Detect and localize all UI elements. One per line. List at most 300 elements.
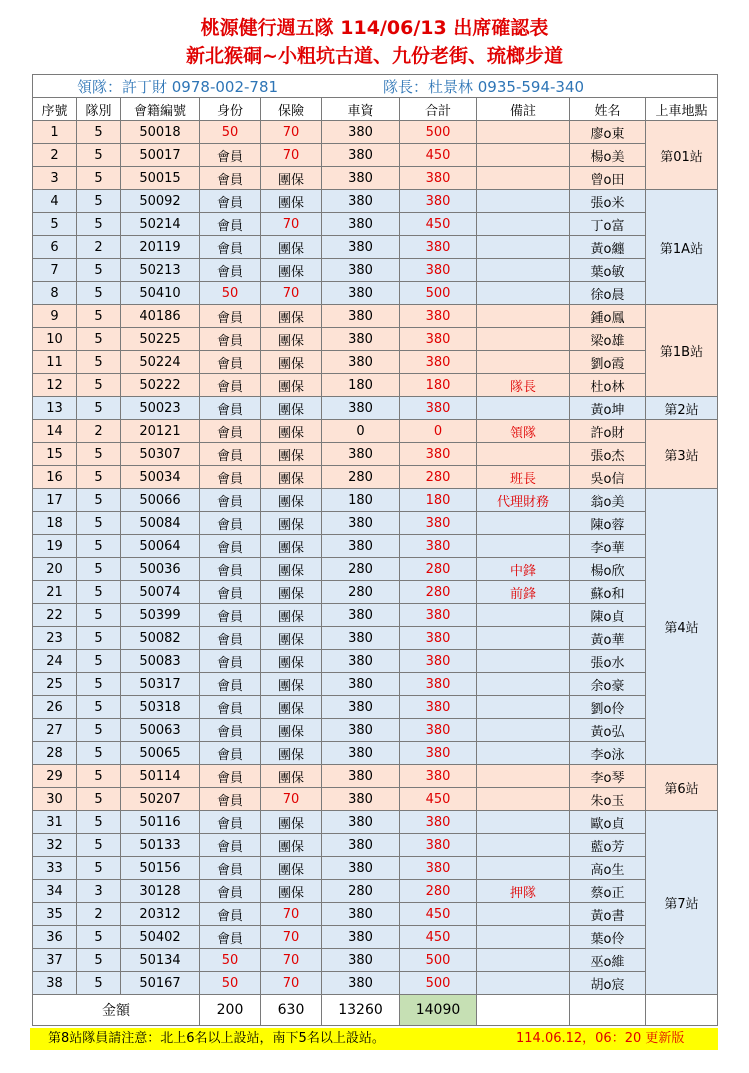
table-row — [33, 834, 718, 857]
table-row — [33, 236, 718, 259]
total: 380 — [400, 696, 477, 719]
remark — [477, 650, 570, 673]
remark — [477, 604, 570, 627]
fare: 380 — [322, 305, 400, 328]
team-number: 5 — [77, 834, 121, 857]
member-id: 50018 — [121, 121, 200, 144]
insurance: 團保 — [261, 328, 322, 351]
insurance: 團保 — [261, 765, 322, 788]
column-header: 姓名 — [570, 98, 646, 121]
total: 380 — [400, 719, 477, 742]
row-number: 20 — [33, 558, 77, 581]
row-number: 13 — [33, 397, 77, 420]
member-name: 楊o美 — [570, 144, 646, 167]
member-id: 50224 — [121, 351, 200, 374]
identity: 會員 — [200, 880, 261, 903]
total: 380 — [400, 650, 477, 673]
member-id: 50066 — [121, 489, 200, 512]
insurance: 團保 — [261, 236, 322, 259]
member-name: 楊o欣 — [570, 558, 646, 581]
header-row — [33, 98, 718, 121]
row-number: 7 — [33, 259, 77, 282]
member-name: 朱o玉 — [570, 788, 646, 811]
identity: 會員 — [200, 535, 261, 558]
table-row — [33, 581, 718, 604]
team-number: 5 — [77, 972, 121, 995]
team-number: 5 — [77, 627, 121, 650]
table-row — [33, 811, 718, 834]
insurance: 70 — [261, 949, 322, 972]
team-number: 5 — [77, 121, 121, 144]
remark — [477, 397, 570, 420]
row-number: 30 — [33, 788, 77, 811]
fare: 380 — [322, 765, 400, 788]
table-row — [33, 420, 718, 443]
member-name: 翁o美 — [570, 489, 646, 512]
table-row — [33, 949, 718, 972]
table-row — [33, 696, 718, 719]
total: 380 — [400, 351, 477, 374]
table-row — [33, 535, 718, 558]
total: 280 — [400, 558, 477, 581]
insurance: 團保 — [261, 190, 322, 213]
insurance: 團保 — [261, 880, 322, 903]
member-name: 吳o信 — [570, 466, 646, 489]
fare: 380 — [322, 213, 400, 236]
remark — [477, 696, 570, 719]
remark — [477, 719, 570, 742]
total: 500 — [400, 972, 477, 995]
fare: 380 — [322, 535, 400, 558]
fare: 180 — [322, 489, 400, 512]
row-number: 2 — [33, 144, 77, 167]
identity: 會員 — [200, 627, 261, 650]
member-name: 黃o弘 — [570, 719, 646, 742]
insurance: 團保 — [261, 627, 322, 650]
row-number: 23 — [33, 627, 77, 650]
boarding-station: 第3站 — [646, 420, 718, 489]
team-number: 5 — [77, 604, 121, 627]
total: 380 — [400, 167, 477, 190]
fare: 380 — [322, 788, 400, 811]
total: 380 — [400, 512, 477, 535]
total: 180 — [400, 374, 477, 397]
boarding-station: 第2站 — [646, 397, 718, 420]
member-id: 40186 — [121, 305, 200, 328]
totals-label: 金額 — [33, 995, 200, 1026]
insurance: 團保 — [261, 512, 322, 535]
insurance: 團保 — [261, 397, 322, 420]
identity: 會員 — [200, 926, 261, 949]
team-number: 2 — [77, 903, 121, 926]
member-id: 50036 — [121, 558, 200, 581]
remark: 押隊 — [477, 880, 570, 903]
identity: 會員 — [200, 259, 261, 282]
fare: 0 — [322, 420, 400, 443]
remark: 隊長 — [477, 374, 570, 397]
identity: 會員 — [200, 420, 261, 443]
member-name: 黃o纏 — [570, 236, 646, 259]
table-row — [33, 512, 718, 535]
identity: 會員 — [200, 696, 261, 719]
remark — [477, 627, 570, 650]
identity: 會員 — [200, 351, 261, 374]
identity: 會員 — [200, 305, 261, 328]
identity: 會員 — [200, 489, 261, 512]
remark — [477, 144, 570, 167]
fare: 380 — [322, 121, 400, 144]
member-id: 50318 — [121, 696, 200, 719]
identity: 會員 — [200, 374, 261, 397]
column-header: 車資 — [322, 98, 400, 121]
identity: 會員 — [200, 190, 261, 213]
boarding-station: 第1A站 — [646, 190, 718, 305]
remark — [477, 190, 570, 213]
team-number: 5 — [77, 926, 121, 949]
update-stamp: 114.06.12，06：20 更新版 — [516, 1031, 685, 1046]
total: 380 — [400, 834, 477, 857]
fare: 380 — [322, 282, 400, 305]
row-number: 10 — [33, 328, 77, 351]
member-id: 50023 — [121, 397, 200, 420]
member-name: 梁o雄 — [570, 328, 646, 351]
table-row — [33, 190, 718, 213]
identity: 會員 — [200, 903, 261, 926]
row-number: 22 — [33, 604, 77, 627]
insurance: 團保 — [261, 581, 322, 604]
boarding-station: 第6站 — [646, 765, 718, 811]
member-id: 30128 — [121, 880, 200, 903]
member-name: 藍o芳 — [570, 834, 646, 857]
row-number: 26 — [33, 696, 77, 719]
table-row — [33, 259, 718, 282]
identity: 會員 — [200, 834, 261, 857]
team-number: 5 — [77, 811, 121, 834]
remark — [477, 282, 570, 305]
row-number: 12 — [33, 374, 77, 397]
member-name: 黃o華 — [570, 627, 646, 650]
empty-cell — [477, 995, 570, 1026]
remark — [477, 305, 570, 328]
member-id: 50114 — [121, 765, 200, 788]
member-id: 20312 — [121, 903, 200, 926]
remark — [477, 443, 570, 466]
identity: 會員 — [200, 673, 261, 696]
insurance: 團保 — [261, 535, 322, 558]
remark — [477, 742, 570, 765]
total: 280 — [400, 880, 477, 903]
fare: 380 — [322, 328, 400, 351]
team-number: 5 — [77, 374, 121, 397]
table-row — [33, 742, 718, 765]
member-id: 50410 — [121, 282, 200, 305]
table-row — [33, 282, 718, 305]
member-name: 巫o維 — [570, 949, 646, 972]
member-id: 50116 — [121, 811, 200, 834]
row-number: 37 — [33, 949, 77, 972]
member-name: 劉o霞 — [570, 351, 646, 374]
table-row — [33, 903, 718, 926]
insurance: 團保 — [261, 604, 322, 627]
member-name: 陳o蓉 — [570, 512, 646, 535]
empty-cell — [646, 995, 718, 1026]
member-id: 50063 — [121, 719, 200, 742]
leader-info: 領隊：許丁財 0978-002-781 — [77, 77, 279, 96]
table-row — [33, 673, 718, 696]
grand-total: 14090 — [400, 995, 477, 1026]
total: 380 — [400, 604, 477, 627]
total: 450 — [400, 926, 477, 949]
total: 450 — [400, 788, 477, 811]
identity: 會員 — [200, 581, 261, 604]
insurance: 團保 — [261, 719, 322, 742]
row-number: 16 — [33, 466, 77, 489]
fare: 280 — [322, 880, 400, 903]
row-number: 32 — [33, 834, 77, 857]
fare: 380 — [322, 696, 400, 719]
boarding-station: 第7站 — [646, 811, 718, 995]
member-id: 50156 — [121, 857, 200, 880]
row-number: 6 — [33, 236, 77, 259]
table-row — [33, 604, 718, 627]
remark: 領隊 — [477, 420, 570, 443]
fare: 380 — [322, 236, 400, 259]
fare: 380 — [322, 604, 400, 627]
fare: 380 — [322, 397, 400, 420]
member-name: 胡o宸 — [570, 972, 646, 995]
total-identity: 200 — [200, 995, 261, 1026]
member-id: 50017 — [121, 144, 200, 167]
identity: 會員 — [200, 742, 261, 765]
row-number: 1 — [33, 121, 77, 144]
table-row — [33, 121, 718, 144]
member-name: 黃o書 — [570, 903, 646, 926]
member-name: 張o水 — [570, 650, 646, 673]
fare: 380 — [322, 351, 400, 374]
remark — [477, 535, 570, 558]
remark — [477, 972, 570, 995]
identity: 會員 — [200, 144, 261, 167]
total: 380 — [400, 811, 477, 834]
total: 380 — [400, 673, 477, 696]
team-number: 5 — [77, 305, 121, 328]
insurance: 團保 — [261, 420, 322, 443]
team-number: 2 — [77, 236, 121, 259]
row-number: 21 — [33, 581, 77, 604]
member-id: 50214 — [121, 213, 200, 236]
member-id: 50134 — [121, 949, 200, 972]
member-id: 50074 — [121, 581, 200, 604]
table-row — [33, 144, 718, 167]
total: 380 — [400, 259, 477, 282]
total: 380 — [400, 190, 477, 213]
team-number: 5 — [77, 719, 121, 742]
member-name: 鍾o鳳 — [570, 305, 646, 328]
table-row — [33, 926, 718, 949]
identity: 會員 — [200, 466, 261, 489]
fare: 380 — [322, 811, 400, 834]
remark — [477, 765, 570, 788]
insurance: 團保 — [261, 650, 322, 673]
row-number: 31 — [33, 811, 77, 834]
member-id: 20121 — [121, 420, 200, 443]
remark: 中鋒 — [477, 558, 570, 581]
row-number: 33 — [33, 857, 77, 880]
remark — [477, 788, 570, 811]
member-id: 50207 — [121, 788, 200, 811]
identity: 50 — [200, 972, 261, 995]
identity: 會員 — [200, 213, 261, 236]
total: 280 — [400, 466, 477, 489]
team-number: 5 — [77, 788, 121, 811]
fare: 380 — [322, 673, 400, 696]
team-number: 5 — [77, 466, 121, 489]
identity: 會員 — [200, 167, 261, 190]
remark — [477, 328, 570, 351]
member-name: 張o米 — [570, 190, 646, 213]
remark — [477, 121, 570, 144]
remark — [477, 811, 570, 834]
identity: 會員 — [200, 443, 261, 466]
member-id: 50167 — [121, 972, 200, 995]
member-name: 李o琴 — [570, 765, 646, 788]
remark — [477, 512, 570, 535]
identity: 會員 — [200, 328, 261, 351]
team-number: 5 — [77, 397, 121, 420]
total: 500 — [400, 282, 477, 305]
team-number: 5 — [77, 489, 121, 512]
member-name: 陳o貞 — [570, 604, 646, 627]
table-row — [33, 765, 718, 788]
row-number: 19 — [33, 535, 77, 558]
boarding-station: 第1B站 — [646, 305, 718, 397]
insurance: 團保 — [261, 489, 322, 512]
remark: 代理財務 — [477, 489, 570, 512]
table-row — [33, 719, 718, 742]
fare: 380 — [322, 857, 400, 880]
team-number: 5 — [77, 512, 121, 535]
team-number: 5 — [77, 190, 121, 213]
row-number: 8 — [33, 282, 77, 305]
identity: 50 — [200, 949, 261, 972]
identity: 會員 — [200, 604, 261, 627]
fare: 380 — [322, 144, 400, 167]
notice-text: 第8站隊員請注意：北上6名以上設站，南下5名以上設站。 — [48, 1031, 385, 1046]
page-title: 桃源健行週五隊 114/06/13 出席確認表 — [200, 17, 549, 39]
fare: 380 — [322, 972, 400, 995]
fare: 280 — [322, 558, 400, 581]
insurance: 團保 — [261, 374, 322, 397]
empty-cell — [570, 995, 646, 1026]
insurance: 團保 — [261, 466, 322, 489]
identity: 會員 — [200, 558, 261, 581]
member-id: 50083 — [121, 650, 200, 673]
fare: 380 — [322, 949, 400, 972]
team-number: 5 — [77, 535, 121, 558]
member-id: 50307 — [121, 443, 200, 466]
member-name: 李o華 — [570, 535, 646, 558]
total: 450 — [400, 144, 477, 167]
leaders-row — [33, 75, 718, 98]
fare: 380 — [322, 259, 400, 282]
column-header: 備註 — [477, 98, 570, 121]
total: 450 — [400, 903, 477, 926]
row-number: 4 — [33, 190, 77, 213]
table-row — [33, 558, 718, 581]
team-number: 5 — [77, 696, 121, 719]
insurance: 70 — [261, 903, 322, 926]
team-number: 5 — [77, 581, 121, 604]
row-number: 17 — [33, 489, 77, 512]
identity: 會員 — [200, 650, 261, 673]
column-header: 合計 — [400, 98, 477, 121]
member-id: 50317 — [121, 673, 200, 696]
insurance: 團保 — [261, 811, 322, 834]
total: 380 — [400, 328, 477, 351]
member-name: 張o杰 — [570, 443, 646, 466]
member-id: 50222 — [121, 374, 200, 397]
table-row — [33, 213, 718, 236]
fare: 280 — [322, 466, 400, 489]
boarding-station: 第4站 — [646, 489, 718, 765]
remark — [477, 903, 570, 926]
table-row — [33, 167, 718, 190]
insurance: 團保 — [261, 673, 322, 696]
member-id: 50092 — [121, 190, 200, 213]
row-number: 18 — [33, 512, 77, 535]
table-row — [33, 650, 718, 673]
team-number: 5 — [77, 282, 121, 305]
identity: 會員 — [200, 719, 261, 742]
member-id: 20119 — [121, 236, 200, 259]
table-row — [33, 857, 718, 880]
insurance: 團保 — [261, 443, 322, 466]
identity: 會員 — [200, 765, 261, 788]
total: 280 — [400, 581, 477, 604]
member-name: 余o豪 — [570, 673, 646, 696]
member-id: 50082 — [121, 627, 200, 650]
remark — [477, 673, 570, 696]
total: 380 — [400, 236, 477, 259]
member-id: 50225 — [121, 328, 200, 351]
table-row — [33, 627, 718, 650]
remark — [477, 351, 570, 374]
totals-row — [33, 995, 718, 1026]
total: 380 — [400, 857, 477, 880]
table-row — [33, 328, 718, 351]
remark — [477, 857, 570, 880]
captain-info: 隊長：杜景林 0935-594-340 — [383, 77, 585, 96]
member-id: 50402 — [121, 926, 200, 949]
total: 380 — [400, 443, 477, 466]
notice-bar — [30, 1028, 718, 1050]
member-name: 曾o田 — [570, 167, 646, 190]
member-name: 杜o林 — [570, 374, 646, 397]
member-name: 歐o貞 — [570, 811, 646, 834]
remark: 班長 — [477, 466, 570, 489]
member-id: 50133 — [121, 834, 200, 857]
team-number: 5 — [77, 650, 121, 673]
team-number: 5 — [77, 351, 121, 374]
row-number: 5 — [33, 213, 77, 236]
row-number: 15 — [33, 443, 77, 466]
insurance: 團保 — [261, 351, 322, 374]
team-number: 5 — [77, 742, 121, 765]
member-id: 50213 — [121, 259, 200, 282]
total: 0 — [400, 420, 477, 443]
identity: 50 — [200, 121, 261, 144]
row-number: 3 — [33, 167, 77, 190]
